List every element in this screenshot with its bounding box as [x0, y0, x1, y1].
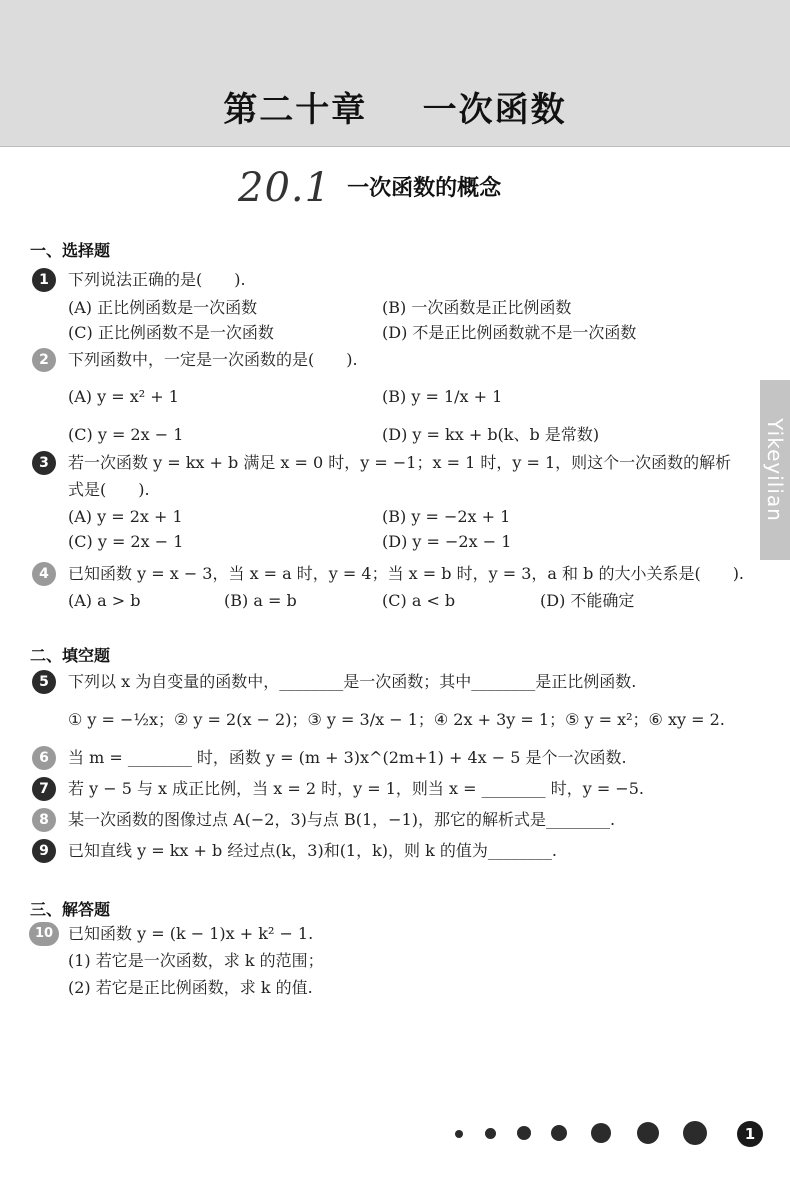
question-stem-continued: 式是( ).	[68, 480, 150, 499]
dot-icon	[485, 1128, 496, 1139]
question-stem: 下列说法正确的是( ).	[68, 270, 246, 289]
question-number-badge: 7	[32, 777, 56, 801]
chapter-title: 第二十章 一次函数	[223, 90, 567, 130]
section-number: 20.1	[238, 165, 332, 211]
part-heading-choice: 一、选择题	[30, 241, 111, 260]
function-list: ① y = −½x；② y = 2(x − 2)；③ y = 3/x − 1；④ 2x + 3y = 1；⑤ y = x²；⑥ xy = 2.	[68, 710, 725, 729]
part-heading-fill: 二、填空题	[30, 646, 111, 665]
question-stem: 已知函数 y = x − 3，当 x = a 时，y = 4；当 x = b 时，y = 3，a 和 b 的大小关系是( ).	[68, 564, 745, 583]
section-name: 一次函数的概念	[347, 176, 502, 201]
option-c: (C) y = 2x − 1	[68, 532, 184, 551]
option-a: (A) y = x² + 1	[68, 387, 179, 406]
page-number: 1	[737, 1121, 763, 1147]
question-stem: 若 y − 5 与 x 成正比例，当 x = 2 时，y = 1，则当 x = ________ 时，y = −5.	[68, 779, 644, 798]
question-number-badge: 10	[29, 922, 59, 946]
section-title	[238, 162, 502, 211]
dot-icon	[637, 1122, 659, 1144]
question-number-badge: 2	[32, 348, 56, 372]
option-b: (B) a = b	[224, 591, 297, 610]
question-stem: 已知函数 y = (k − 1)x + k² − 1.	[68, 924, 314, 943]
option-b: (B) 一次函数是正比例函数	[382, 298, 572, 317]
question-stem: 某一次函数的图像过点 A(−2，3)与点 B(1，−1)，那它的解析式是________.	[68, 810, 616, 829]
dot-icon	[551, 1125, 567, 1141]
question-number-badge: 9	[32, 839, 56, 863]
option-b: (B) y = −2x + 1	[382, 507, 511, 526]
option-d: (D) 不是正比例函数就不是一次函数	[382, 323, 637, 342]
option-d: (D) y = kx + b(k、b 是常数)	[382, 425, 600, 444]
question-number-badge: 5	[32, 670, 56, 694]
question-number-badge: 6	[32, 746, 56, 770]
question-number-badge: 4	[32, 562, 56, 586]
question-number-badge: 3	[32, 451, 56, 475]
option-c: (C) y = 2x − 1	[68, 425, 184, 444]
option-d: (D) 不能确定	[540, 591, 635, 610]
dot-icon	[591, 1123, 611, 1143]
option-a: (A) y = 2x + 1	[68, 507, 183, 526]
question-number-badge: 8	[32, 808, 56, 832]
question-stem: 若一次函数 y = kx + b 满足 x = 0 时，y = −1；x = 1 时，y = 1，则这个一次函数的解析	[68, 453, 732, 472]
side-tab	[760, 380, 790, 560]
side-tab-text: Yikeyilian	[763, 418, 787, 522]
sub-question-2: (2) 若它是正比例函数，求 k 的值.	[68, 978, 313, 997]
part-heading-answer: 三、解答题	[30, 900, 111, 919]
dot-icon	[517, 1126, 531, 1140]
option-a: (A) 正比例函数是一次函数	[68, 298, 258, 317]
dot-icon	[455, 1130, 463, 1138]
question-stem: 当 m = ________ 时，函数 y = (m + 3)x^(2m+1) + 4x − 5 是个一次函数.	[68, 748, 627, 767]
sub-question-1: (1) 若它是一次函数，求 k 的范围；	[68, 951, 324, 970]
option-c: (C) a < b	[382, 591, 456, 610]
option-d: (D) y = −2x − 1	[382, 532, 512, 551]
question-number-badge: 1	[32, 268, 56, 292]
question-stem: 下列函数中，一定是一次函数的是( ).	[68, 350, 358, 369]
option-b: (B) y = 1/x + 1	[382, 387, 503, 406]
dot-icon	[683, 1121, 707, 1145]
question-stem: 已知直线 y = kx + b 经过点(k，3)和(1，k)，则 k 的值为________.	[68, 841, 558, 860]
option-c: (C) 正比例函数不是一次函数	[68, 323, 274, 342]
question-stem: 下列以 x 为自变量的函数中，________是一次函数；其中________是正比例函数.	[68, 672, 637, 691]
option-a: (A) a > b	[68, 591, 141, 610]
